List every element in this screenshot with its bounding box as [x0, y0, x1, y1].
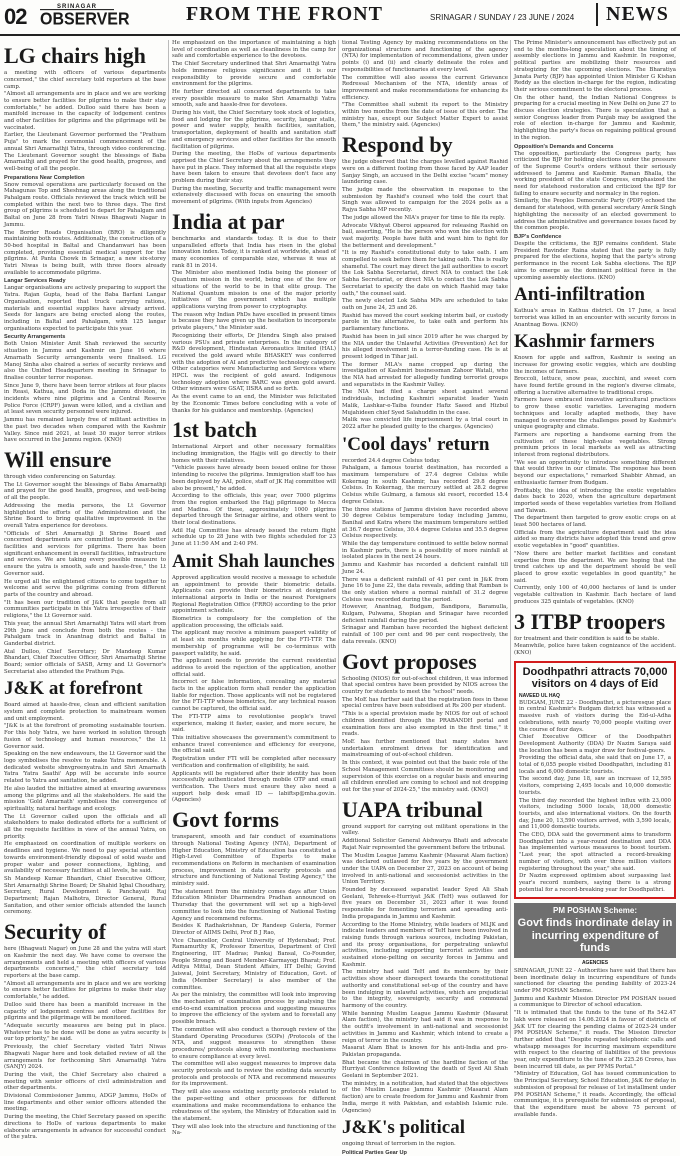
box-paragraph: Providing the official data, she said that on June 17, a total of 6,055 people visited Doodhpathri, including 81 locals and 6,000 domestic tourists.	[519, 755, 671, 775]
box-paragraph: The CEO, DDA said the government aims to transform Doodhpathri into a year-round destination and DDA has implemented various measures to boost tourism. "Last year, the spot attracted a record-breaking number of visitors, with over three million visitors registering throughout the year," she said.	[519, 832, 671, 872]
section-title: FROM THE FRONT	[186, 3, 383, 25]
article-paragraph: Biometrics is compulsory for the completion of the application processing, the officials said.	[172, 616, 336, 629]
article-paragraph: During the meeting, the Chief Secretary passed on specific directions to HoDs of various departments to make elaborate arrangements in advance for successful conduct of the yatra.	[4, 1114, 166, 1141]
grey-box-agency: AGENCIES	[581, 959, 609, 966]
article-subhead: Preparations Near Completion	[4, 174, 85, 181]
article-paragraph: The MoE has further said that the registration fees in these special centres have been subsidised at Rs 200 per student.	[342, 696, 508, 710]
article-subhead: Political Parties Gear Up	[342, 1149, 407, 1156]
article-paragraph: The Chief Secretary underlined that Shri Amarnathji Yatra holds immense religious significance and it is our responsibility to provide secure and comfortable environment for the pilgrims.	[172, 61, 336, 88]
article-paragraph: This initiative showcases the government's commitment to enhance travel convenience and efficiency for everyone, the official said.	[172, 735, 336, 755]
article-paragraph: The NIA had filed a charge sheet against several individuals, including Kashmiri separatist leader Yasin Malik, Lashkar-e-Taiba founder Hafiz Saeed and Hizbul Mujahideen chief Syed Salahuddin in the case.	[342, 389, 508, 416]
masthead	[0, 0, 680, 36]
article-headline[interactable]: Govt proposes	[342, 648, 477, 674]
article-paragraph: The Muslim League Jammu Kashmir (Masarat Alam faction) was declared outlawed for five years by the government under the UAPA on December 27, 2023 on account of being involved in anti-national and secessionist activities in the Union Territory.	[342, 852, 508, 886]
article-paragraph: Atal Dulloo, Chief Secretary; Dr Mandeep Kumar Bhandari, Chief Executive Officer, Shri Amarnathji Shrine Board; senior officials of SASB, Army and Lt Governor's Secretariat also attended the Prathum Puja.	[4, 648, 166, 675]
article-paragraph: a meeting with officers of various departments concerned," the chief secretary told reporters at the base camp.	[4, 70, 166, 90]
article-paragraph: He also lauded the initiative aimed at ensuring awareness among the pilgrims and all the stakeholders. He said the mission 'Gold Amarnath' symbolises the convergence of spirituality, natural heritage and ecology.	[4, 785, 166, 812]
article-paragraph: Jammu and Kashmir has recorded a deficient rainfall till June 24.	[342, 562, 508, 575]
article-paragraph: As the event came to an end, the Minister was felicitated by the Economic Times before concluding with a vote of thanks for his guidance and mentorship. (Agencies)	[172, 394, 336, 414]
article-paragraph: The judge allowed the NIA's prayer for time to file its reply.	[342, 214, 505, 221]
article-paragraph: "Almost all arrangements are in place and we are working to ensure better facilities for pilgrims to make their stay comfortable," he added.	[4, 980, 166, 1001]
article-paragraph: The applicant needs to provide the current residential address to avoid the rejection of the application, another official said.	[172, 658, 336, 678]
grey-feature-box	[514, 903, 676, 958]
article-headline[interactable]: Will ensure	[4, 446, 112, 472]
article-paragraph: While banning Muslim League Jammu Kashmir (Masarat Alam faction), the ministry had said it was in response to the outfit's involvement in anti-national and secessionist activities in Jammu and Kashmir, which intend to create a reign of terror in the country.	[342, 1010, 508, 1044]
article-paragraph: benchmarks and standards today. It is due to their unparalleled efforts that India has risen in the global innovation index. Today, it is ranked at worldwide, ahead of many economies of comparable size, whereas it was at rank 81 in 2014.	[172, 235, 336, 269]
article-paragraph: Bhat became the chairman of the hardline faction of the Hurriyat Conference following the death of Syed Ali Shah Geelani in September 2021.	[342, 1059, 508, 1080]
article-paragraph: "It is intimated that the funds to the tune of Rs 542.47 lakh were released on 14.06.2024 in favour of districts of J&K UT for clearing the pending claims of 2023-24 under PM POSHAN Scheme," it reads. The Mission Director further added that "Despite repeated telephonic calls and whatsapp messages for incurring maximum expenditure with respect to the clearing of liabilities of the previous year, only expenditure to the tune of Rs 225.26 Crores, has been incurred till date, as per PFMS Portal."	[514, 1010, 676, 1070]
article-paragraph: He urged all the enlightened citizens to come together to welcome and serve the pilgrims coming from different parts of the country and abroad.	[4, 578, 166, 598]
article-paragraph: tional Testing Agency by making recommendations on the organizational structure and functioning of the agency (NTA) for implementation of recommendations, given under points (i) and (ii) and clearly delineate the roles and responsibilities of functionaries at every level.	[342, 40, 508, 73]
article-paragraph: Snow removal operations are particularly focused on the Mahagunas Top and Sheshnag areas along the traditional Pahalgam route. Officials reviewed the track which will be completed within the next two to three days. The first group of pilgrims is scheduled to depart for Pahalgam and Baltal on June 28 from Yatri Niwas Bhagwati Nagar in Jammu.	[4, 181, 166, 228]
article-paragraph: Since June 9, there have been terror strikes at four places in Reasi, Kathua, and Doda in the Jammu division, in incidents where nine pilgrims and a Central Reserve Police Force (CRPF) jawan were killed, and a civilian and at least seven security personnel were injured.	[4, 382, 166, 416]
article-paragraph: "Officials of Shri Amarnathji Ji Shrine Board and concerned departments are committed to provide better facilities and services for pilgrims. There has been significant enhancement in overall facilities, infrastructure and services. We are taking every possible measure to ensure the yatra is smooth, safe and hassle-free," the Lt Governor said.	[4, 530, 166, 577]
article-headline[interactable]: J&K at forefront	[4, 678, 143, 700]
article-paragraph: They will also assess existing security protocols related to the paper-setting and other processes for different examinations and make recommendations to enhance the robustness of the system, the Ministry of Education said in the statement.	[172, 1089, 336, 1122]
article-headline[interactable]: LG chairs high	[4, 43, 146, 68]
article-paragraph: The opposition, particularly the Congress party, has criticized the BJP for holding elections under the pressure of the Supreme Court's orders without their seriously addressed to Jammu and Kashmir. Raman Bhalla, the working president of the state Congress, emphasized the need for statehood restoration and criticized the BJP for failing to ensure security and normalcy in the region.	[514, 150, 676, 197]
article-paragraph: recorded 24.4 degree Celsius today.	[342, 457, 441, 464]
article-headline[interactable]: Anti-infiltration	[514, 284, 645, 306]
article-paragraph: Broccoli, lettuce, snow peas, zucchini, and sweet corn have found fertile ground in the region's diverse climate, offering a lucrative alternative to traditional crops.	[514, 376, 676, 396]
article-paragraph: They will also look into the structure and functioning of the Na-	[172, 1123, 336, 1137]
article-paragraph: Rashid has moved the court seeking interim bail, or custody parole in the alternative, to take oath and perform his parliamentary functions.	[342, 312, 508, 333]
article-paragraph: the judge observed that the charges levelled against Rashid were on a different footing from those faced by AAP leader Sanjay Singh, an accused in the Delhi excise "scam" money laundering case.	[342, 159, 508, 186]
article-paragraph: He emphasized on coordination of multiple workers on deadlines and hygiene. We need to pay special attention towards environment-friendly disposal of solid waste and proper water and power connections, lighting, and availability of necessary facilities at all levels, he said.	[4, 841, 166, 875]
article-paragraph: Applicants will be registered after their identity has been successfully authenticated through mobile OTP and email verification. The Users must ensure they also need a support help desk email ID — labiftsp@mha.gov.in. (Agencies)	[172, 770, 336, 804]
article-headline[interactable]: 3 ITBP troopers	[514, 608, 666, 634]
brand-logo[interactable]	[40, 4, 130, 32]
article-paragraph: The department then targeted to grow exotic crops on at least 500 hectares of land.	[514, 515, 676, 529]
article-paragraph: "Adequate security measures are being put in place. Whatever has to be done will be done as yatra security is our top priority," he said.	[4, 1023, 166, 1043]
article-paragraph: Divisional Commissioner Jammu, ADGP Jammu, HoDs of line departments and other senior officers attended the meeting.	[4, 1093, 166, 1113]
section-label: NEWS	[596, 3, 669, 26]
article-paragraph: Langar organisations are actively preparing to support the Yatra. Rajan Gupta, head of the Baba Barfani Langar Organisation, reported that truck carrying rations, materials and essential supplies have already arrived. Seeds for langars are being erected along the routes, including in Baltal and Pahalgam, with 125 langar organisations expected to participate this year.	[4, 285, 166, 332]
article-paragraph: ongoing threat of terrorism in the region.	[342, 1141, 456, 1148]
article-paragraph: The committee will also assess the current Grievance Redressal Mechanism of the NTA, identify areas of improvement and make recommendations for enhancing its efficiency.	[342, 74, 508, 101]
article-paragraph: The reason why Indian PhDs have excelled in present times is because they have given up the hesitation to incorporate private players," the Minister said.	[172, 311, 336, 332]
article-paragraph: transparent, smooth and fair conduct of examinations through National Testing Agency (NTA), Department of Higher Education, Ministry of Education has constituted a High-Level Committee of Experts to make recommendations on Reform in mechanism of examination process, improvement in data security protocols and structure and functioning of National Testing Agency," the ministry said.	[172, 834, 336, 888]
article-paragraph: The statement from the ministry comes days after Union Education Minister Dharmendra Pradhan announced on Thursday that the government will set up a high-level committee to look into the functioning of National Testing Agency and recommend reforms.	[172, 888, 336, 922]
box-byline: NAVEED UL HAQ	[519, 692, 560, 699]
article-paragraph: Schooling (NIOS) for out-of-school children, it was informed that special centres have been provided by NIOS across the country for students to meet the "school" needs.	[342, 675, 508, 696]
article-paragraph: Approved application would receive a message to schedule an appointment to provide their biometric details. Applicants can provide their biometrics at designated international airports in India or the nearest Foreigners Regional Registration Office (FRRO) according to the prior appointment schedule.	[172, 574, 336, 615]
article-paragraph: During the meeting, Security and traffic management were extensively discussed with focus on ensuring the smooth movement of pilgrims. (With inputs from Agencies)	[172, 185, 336, 206]
article-paragraph: Previously, the chief Secretary visited Yatri Niwas Bhagwati Nagar here and took detailed review of all the arrangements for forthcoming Shri Amarnathji Yatra (SANJY) 2024.	[4, 1044, 166, 1071]
article-paragraph: International Airport and other necessary formalities including immigration, the Hajjis will go directly to their homes with their relatives.	[172, 444, 336, 464]
article-paragraph: The committee will also suggest measures to improve data security protocols and to review the existing data security protocols and protocols of NTA and recommend measures for its improvement.	[172, 1061, 336, 1088]
article-paragraph: However, Anantnag, Budgam, Bandipora, Baramulla, Kulgam, Pulwama, Shopian and Srinagar have recorded deficient rainfall during the period.	[342, 604, 508, 624]
article-paragraph: Farmers are reporting a handsome earning from the cultivation of these high-value vegetables. Strong premium prices in local markets as well as attracting interest from regional distributors.	[514, 431, 676, 459]
feature-box	[514, 661, 676, 900]
article-paragraph: Incorrect or false information, concealing any material facts in the application form shall render the application liable for rejection. Those applicants will not be registered for the FTI-TTP whose biometrics, for any technical reason cannot be captured, the official said.	[172, 679, 336, 713]
article-paragraph: Dulloo said there has been a manifold increase in the capacity of lodgement centres and other facilities for pilgrims and the pilgrimage will be monitored.	[4, 1001, 166, 1022]
article-paragraph: "Almost all arrangements are in place and we are working to ensure better facilities for pilgrims to make their stay comfortable," he added. Dulloo said there has been a manifold increase in the capacity of lodgement centres and other facilities for pilgrims and the pilgrimage will be vaccinated.	[4, 91, 166, 131]
box-paragraph: Chief Executive Officer of the Doodhpathri Development Authority (DDA) Dr Nazim Saraya said the location has been a major draw for festival-goers.	[519, 734, 671, 754]
article-paragraph: According to the officials, this year, over 7000 pilgrims from the region embarked the Hajj pilgrimage to Mecca and Madina. Of these, approximately 1000 pilgrims departed through the Srinagar airline, and others went to their local destinations.	[172, 493, 336, 527]
column-divider	[338, 40, 339, 1038]
column-3	[342, 40, 508, 1156]
column-4	[514, 40, 676, 1118]
article-paragraph: Despite the criticisms, the BJP remains confident. State President Ravinder Raina stated that the party is fully prepared for the elections, hoping that the party's strong performance in the recent Lok Sabha elections. The BJP aims to emerge as the dominant political force in the upcoming assembly elections. (KNO)	[514, 240, 676, 281]
article-paragraph: As per the ministry, the committee will look into improving the mechanism of examination process by analysing the end-to-end examination process and suggesting measures to improve the efficiency of the system and to forestall any possible breach.	[172, 992, 336, 1026]
article-paragraph: Additional Solicitor General Aishwarya Bhati and advocate Rajat Nair represented the government before the tribunal.	[342, 838, 508, 851]
box-paragraph: The third day recorded the highest influx with 23,000 visitors, including 5000 locals, 18,000 domestic tourists, and also international visitors. On the fourth day, June 20, 13,590 visitors arrived, with 3,590 locals, and 11,000 domestic tourists.	[519, 797, 671, 831]
article-paragraph: "We see an opportunity to introduce something different that would thrive in our climate. The response has been beyond our expectations," remarked Shabbir Ahmad, an enthusiastic farmer from Budgam.	[514, 459, 676, 486]
article-subhead: Opposition's Demands and Concerns	[514, 143, 614, 150]
article-paragraph: here (Bhagwati Nagar) on June 28 and the yatra will start on Kashmir the next day. We have come to oversee the arrangements and held a meeting with officers of various departments concerned," the chief secretary told reporters at the base camp.	[4, 946, 166, 980]
article-paragraph: Kathua's areas in Kathua district. On 17 June, a local terrorist was killed in an encounter with security forces in Anantnag Bowa. (KNO)	[514, 308, 676, 328]
article-paragraph: The Minister also mentioned India being the pioneer of Quantum mission in the world, being one of the few or situations of the world to be in that elite group. The National Quantum mission is one of the major priority initiatives of the government which has multiple applications varying from power to cryptography.	[172, 270, 336, 310]
article-paragraph: Currently, only 100 of 40,000 hectares of land is under vegetable cultivation in Kashmir. Each hectare of land produces 325 quintals of vegetables. (KNO)	[514, 585, 676, 605]
article-paragraph: Known for apple and saffron, Kashmir is seeing an increase for growing exotic veggies, which are doubling the incomes of farmers.	[514, 355, 676, 375]
article-paragraph: The judge made the observation in response to the submission by Rashid's counsel who told the court that Singh was allowed to campaign for the 2024 polls as a Rajya Sabha MP recently.	[342, 187, 508, 214]
article-paragraph: During his visit, the Chief Secretary took stock of logistics, food and lodging for the pilgrims, security, langar stalls, power and water supply, health facilities, sanitation, transportation, deployment of health and sanitation staff and emergency services and other facilities for the smooth facilitation of pilgrims.	[172, 110, 336, 150]
article-paragraph: "J&K is at the forefront of promoting sustainable tourism. For this holy Yatra, we have worked in solution through fusion of technology and human resources," the Lt Governor said.	[4, 723, 166, 750]
brand-city: SRINAGAR	[56, 4, 97, 10]
article-paragraph: The ministry, in a notification, had stated that the objectives of the Muslim League Jammu Kashmir (Masarat Alam faction) are to create freedom for Jammu and Kashmir from India, merge it with Pakistan, and establish Islamic rule. (Agencies)	[342, 1080, 508, 1114]
article-paragraph: Farmers have embraced innovative agricultural practices to grow these exotic varieties. Leveraging modern techniques and locally adapted methods, they have managed to overcome the challenges posed by Kashmir's unique geography and climate.	[514, 397, 676, 431]
column-2	[172, 40, 336, 1137]
article-paragraph: The FTI-TTP aims to revolutionise people's travel experience, making it faster, easier, and more secure, he said.	[172, 713, 336, 734]
brand-name: OBSERVER	[40, 10, 130, 29]
article-paragraph: "Vehicle passes have already been issued online for those intending to receive the pilgrims. Immigration staff too has been deployed by AAI, police, staff of JK Haj committee will also be present," he added.	[172, 465, 336, 492]
article-paragraph: The Border Roads Organisation (BRO) is diligently maintaining both routes. Additionally, the construction of a 50-bed hospital in Baltal and Chandanwari has been completed, providing essential medical support for the pilgrims. At Panta Chowk in Srinagar, a new six-storey Yatri Niwas is being built, with three floors already available to accommodate pilgrims.	[4, 229, 166, 276]
article-paragraph: Sh Mandeep Kumar Bhandari, Chief Executive Officer, Shri Amarnathji Shrine Board; Dr Shahid Iqbal Choudhary, Secretary, Rural Development & Panchayati Raj Department; Rajan Malhotra, Director General, Rural Sanitation, and other senior officials attended the launch ceremony.	[4, 875, 166, 916]
article-paragraph: Profitably, the idea of introducing the exotic vegetables dates back to 2020, when the agriculture department imported seeds of these vegetables varieties from Holland and Taiwan.	[514, 487, 676, 514]
article-paragraph: The committee will also conduct a thorough review of the Standard Operating Procedures (SOPs) /Protocols of the NTA, and suggest measures to strengthen these procedures/ protocols along with monitoring mechanisms to ensure compliance at every level.	[172, 1026, 336, 1060]
article-headline[interactable]: India at par	[172, 208, 285, 234]
article-paragraph: During the meeting, the HoDs of various departments apprised the Chief Secretary about the arrangements they have put in place. They informed that all the requisite steps have been taken to ensure that devotees don't face any problem during their stay.	[172, 151, 336, 185]
article-headline[interactable]: Govt forms	[172, 807, 279, 833]
article-paragraph: In this context, it was pointed out that the basic role of the School Management Committees should be monitoring and supervision of this exercise on a regular basis and ensuring all children enrolled are coming to school and not dropping out for the year of 2024-25," the ministry said. (KNO)	[342, 760, 508, 793]
box-paragraph: The second day, June 18, saw an increase of 12,595 visitors, comprising 2,495 locals and 10,000 domestic tourists.	[519, 776, 671, 796]
article-paragraph: Jammu and Kashmir Mission Director PM POSHAN issued a communique to Director of school education.	[514, 995, 676, 1009]
article-paragraph: He emphasized on the importance of maintaining a high level of coordination as well as cleanliness in the camp for safe and comfortable experience to the devotees.	[172, 40, 336, 60]
dateline: SRINAGAR / SUNDAY / 23 JUNE / 2024	[430, 13, 575, 22]
article-paragraph: Vice Chancellor, Central University of Hyderabad; Prof. Ramamurthy K, Professor Emeritus, Department of Civil Engineering, IIT Madras; Pankaj Bansal, Co-Founder, People Strong and Board Member-Karmayogi Bharat; Prof. Aditya Mittal, Dean Student Affairs, IIT Delhi; Govind Jaiswal, Joint Secretary, Ministry of Education, Govt. of India (Member Secretary) is also member of the committee.	[172, 937, 336, 991]
page-number: 02	[4, 4, 27, 29]
article-headline[interactable]: Amit Shah launches	[172, 550, 335, 572]
article-paragraph: During the visit, the Chief Secretary also chaired a meeting with senior officers of civil administration and other departments.	[4, 1071, 166, 1092]
article-paragraph: There was a deficient rainfall of 41 per cent in J&K from June 16 to June 22, the data reveals, adding that Ramban is the only station where a normal rainfall of 31.2 degree Celsius was recorded during the period.	[342, 576, 508, 603]
article-paragraph: Recognizing their efforts, Dr Jitendra Singh also praised various PSUs and private enterprises. In the category of R&D development, Hindustan Aeronautics limited (HAL) received the gold award while BHASKEY was conferred with the adoption of AI and predictive technology category. Other categories were Manufacturing and Services where HPCL was the recipient of gold award. Indigenous technology adoption where BARC was given gold award. Other winners were GSAT, IISRA and so forth.	[172, 332, 336, 393]
article-paragraph: The Lt Governor sought the blessings of Baba Amarnathji and prayed for the good health, progress, and well-being of all the people.	[4, 481, 166, 502]
article-paragraph: Earlier, the Lieutenant Governor performed the "Prathum Puja" to mark the ceremonial commencement of the annual Shri Amarnathji Yatra, through video conferencing. The Lieutenant Governor sought the blessings of Baba Amarnathji and prayed for the good health, progress, and well-being of all the people.	[4, 132, 166, 172]
article-paragraph: Besides K Radhakrishnan, Dr Randeep Guleria, Former Director of AIIMS Delhi, Prof B J Rao,	[172, 923, 336, 936]
article-paragraph: through video conferencing on Saturday.	[4, 474, 116, 481]
article-paragraph: The Lt Governor called upon the officials and all stakeholders to make dedicated efforts for a sufficient of all the requisite facilities in view of the annual Yatra, on priority.	[4, 813, 166, 840]
article-paragraph: "The Committee shall submit its report to the Ministry within two months from the date of issue of this order. The ministry has, except our Subject Matter Expert to assist them," the ministry said. (Agencies)	[342, 102, 508, 129]
article-paragraph: Meanwhile, police have taken cognizance of the accident. (KNO)	[514, 643, 676, 656]
article-headline[interactable]: Security of	[4, 919, 107, 945]
box-headline[interactable]: Doodhpathri attracts 70,000 visitors on 4 days of Eid	[522, 665, 668, 690]
article-paragraph: "This is a special provision made by NIOS for out of school children identified through the PRABANDH portal and examination fees are also exempted in the first time," it reads.	[342, 711, 508, 738]
article-paragraph: The ministry had said TeH and its members by their activities show sheer disrespect towards the constitutional authority and constitutional set-up of the country and have been indulging in unlawful activities, which are prejudicial to the integrity, sovereignty, security and communal harmony of the country.	[342, 969, 508, 1009]
article-paragraph: "Ministry of Education, GoI has issued communication to the Principal Secretary, School Education, J&K for delay in submission of proposal for release of 1st installment under PM POSHAN Scheme," it reads. Accordingly, the official communique, it is prerequisite for submission of proposal, that the expenditure must be above 75 percent of available funds.	[514, 1071, 676, 1118]
article-headline[interactable]: UAPA tribunal	[342, 796, 483, 822]
article-paragraph: Rashid has been in jail since 2019 after he was charged by the NIA under the Unlawful Activities (Prevention) Act for his alleged involvement in a terror-funding case. He is at present lodged in Tihar jail.	[342, 333, 508, 360]
article-paragraph: Jammu has remained largely free of militant activities in the past two decades when compared with the Kashmir Valley. Since mid 2021, at least 30 major terror strikes have occurred in the Jammu region. (KNO)	[4, 417, 166, 444]
article-paragraph: Both Union Minister Amit Shah reviewed the security situation in Jammu and Kashmir on June 16 where Amarnath Security arrangements were finalised. LG Manoj Sinha also chaired a series of security reviews and also the Unified Headquarters meeting in Srinagar to finalise counter terror response.	[4, 341, 166, 381]
article-paragraph: Board aimed at hassle-free, clean and efficient sanitation system and complete protection to mainstream women and unit employment.	[4, 702, 166, 722]
article-paragraph: Speaking on the new endeavours, the Lt Governor said the logo symbolises the resolve to make Yatra memorable. A dedicated website sbnvgreenyatra.in and Shri Amarnath Yatra 'Yatra Saathi' App will be accurate info source related to Yatra and sanitation, he added.	[4, 751, 166, 785]
article-paragraph: for treatment and their condition is said to be stable.	[514, 635, 660, 642]
article-paragraph: The Prime Minister's announcement has effectively put an end to the months-long speculation about the timing of assembly elections in Jammu and Kashmir. In response, political parties are mobilizing their resources and strategizing for the upcoming elections. The Bharatiya Janata Party (BJP) has appointed Union Minister G Kishan Reddy as the election in-charge for the region, indicating their serious commitment to the electoral process.	[514, 40, 676, 93]
article-paragraph: Founded by deceased separatist leader Syed Ali Shah Geelani, Tehreek-e-Hurriyat J&K (TeH) was outlawed for five years on December 31, 2023 after it was found responsible for fomenting terrorism and spreading anti-India propaganda in Jammu and Kashmir.	[342, 887, 508, 920]
article-paragraph: "It is my Rashid's constitutional duty to take oath. I am compelled to seek before them for taking oath. This is really shameful. The court may direct the jail authorities to escort the Lok Sabha Secretariat, direct NIA to contact the Lok Sabha Secretariat, or direct NIA to contact the Lok Sabha Secretariat to specify the date on which Rashid may take oath," the counsel said.	[342, 250, 508, 297]
article-headline[interactable]: Kashmir farmers	[514, 331, 655, 353]
article-paragraph: "It has been our tradition of J&K that people from all communities participate in this Yatra irrespective of their religions," the Lt Governor said.	[4, 599, 166, 620]
article-paragraph: Masarat Alam Bhat is known for his anti-India and pro-Pakistan propaganda.	[342, 1045, 508, 1058]
article-headline[interactable]: J&K's political	[342, 1117, 465, 1139]
article-paragraph: SRINAGAR, JUNE 22 - Authorities have said that there has been inordinate delay in incurring expenditure of funds sanctioned for clearing the pending liability of 2023-24 under PM POSHAN Scheme.	[514, 967, 676, 994]
article-paragraph: Malik was convicted life imprisonment by a trial court in 2022 after he pleaded guilty to the charges. (Agencies)	[342, 417, 508, 430]
box-paragraph: Dr Nazim expressed optimism about surpassing last year's record numbers, saying there is a strong potential for a record-breaking year for Doodhpathri.	[519, 873, 671, 893]
article-paragraph: Officials from the agriculture department said the idea aided so many districts have adopted this trend and grow exotic vegetables in "good" quantities.	[514, 529, 676, 550]
article-paragraph: The newly elected Lok Sabha MPs are scheduled to take oath on June 24, 25 and 26.	[342, 298, 508, 311]
article-paragraph: "Now there are better market facilities and constant expertise from the department. We are hoping that the trend catches up and the department should be well placed to grow exotic vegetables in good quantity," he said.	[514, 550, 676, 584]
article-subhead: BJP's Confidence	[514, 233, 562, 240]
article-paragraph: Srinagar and Ramban have recorded the highest deficient rainfall of 100 per cent and 96 per cent respectively, the data reveals. (KNO)	[342, 625, 508, 645]
article-paragraph: Similarly, the Peoples Democratic Party (PDP) echoed the demand for statehood, with general secretary Amrik Singh highlighting the necessity of an elected government to address the administrative and governance issues faced by the common people.	[514, 198, 676, 232]
article-paragraph: On the other hand, the Indian National Congress is preparing for a crucial meeting in New Delhi on June 27 to discuss election strategies. There is speculation that a senior Congress leader from Punjab may be assigned the role of election in-charge for Jammu and Kashmir, highlighting the party's focus on regaining political ground in the region.	[514, 94, 676, 141]
article-paragraph: Adil Haj Committee has already issued the return flight schedule up to 28 June with two flights scheduled for 23 June at 11:50 AM and 2:40 PM.	[172, 527, 336, 548]
article-paragraph: He further directed all concerned departments to take every possible measure to make Shri Amarnathji Yatra smooth, safe and hassle-free for devotees.	[172, 88, 336, 109]
article-headline[interactable]: Respond by	[342, 132, 453, 158]
article-paragraph: This year, the annual Shri Amarnathji Yatra will start from 29th June and conclude from both the routes - the Pahalgam track in Anantnag district and Baltal in Ganderbal district.	[4, 620, 166, 647]
article-paragraph: The three stations of Jammu division have recorded above 30 degree Celsius temperature today including Jammu, Banihal and Katra where the maximum temperature settled at 36.7 degree Celsius, 30.4 degree Celsius and 35.5 degree Celsius respectively.	[342, 506, 508, 540]
article-paragraph: The former MLA's name cropped up during the investigation of Kashmiri businessman Zahoor Watali, who the NIA had arrested for allegedly funding terrorist groups and separatists in the Kashmir Valley.	[342, 361, 508, 388]
article-paragraph: Addressing the media persons, the Lt Governor highlighted the efforts of the Administration and the Shrine Board to bring qualitative improvement in the overall Yatra experience for devotees.	[4, 502, 166, 529]
article-subhead: Security Arrangements	[4, 334, 66, 341]
article-paragraph: The applicant may receive a minimum passport validity of at least six months while applying for the FTI-TTP. The membership of programme will be co-terminus with passport validity, he said.	[172, 630, 336, 657]
article-subhead: Langar Services Ready	[4, 278, 66, 285]
article-paragraph: Advocate Vikhyat Oberoi appeared for releasing Rashid on bail, asserting, "He is the person who won the election with vast majority. People have faith and want him to fight for the betterment and development."	[342, 222, 508, 249]
grey-box-headline[interactable]: Govt finds inordinate delay in incurring expenditure of funds	[517, 917, 673, 955]
article-paragraph: While the day temperature continued to settle below normal in Kashmir parts, there is a possibility of more rainfall at isolated places in the next 24 hours.	[342, 541, 508, 561]
article-paragraph: ground support for carrying out militant operations in the valley.	[342, 823, 508, 837]
article-headline[interactable]: 'Cool days' return	[342, 433, 490, 455]
article-paragraph: Registration under FTI will be completed after necessary verification and confirmation of eligibility, he said.	[172, 756, 336, 769]
column-divider	[168, 40, 169, 1038]
column-1	[4, 40, 166, 1141]
article-paragraph: According to the Home Ministry, while leaders of MLJK and indicate leaders and members of TeH have been involved in raising funds through various sources, including Pakistan, and its proxy organisations, for perpetrating unlawful activities, including supporting terrorist activities and sustained stone-pelting on security forces in Jammu and Kashmir.	[342, 921, 508, 968]
article-paragraph: Pahalgam, a famous tourist destination, has recorded a maximum temperature of 27.4 degree Celsius while Kokernag in south Kashmir, has recorded 29.8 degree Celsius. In Kokernag, the mercury settled at 28.2 degree Celsius while Gulmarg, a famous ski resort, recorded 15.4 degree Celsius.	[342, 465, 508, 505]
article-paragraph: MoE has further mentioned that many states have undertaken enrolment drives for identification and mainstreaming of out-of-school children.	[342, 739, 508, 759]
article-headline[interactable]: 1st batch	[172, 417, 257, 443]
column-divider	[510, 40, 511, 1038]
box-paragraph: BUDGAM, JUNE 22 - Doodhpathri, a picturesque place in central Kashmir's Budgam district has witnessed a massive rush of visitors during the Eid-ul-Adha celebrations, with nearly 70,000 people visiting over the course of four days.	[519, 699, 671, 733]
grey-box-kicker: PM POSHAN Scheme:	[552, 906, 638, 916]
